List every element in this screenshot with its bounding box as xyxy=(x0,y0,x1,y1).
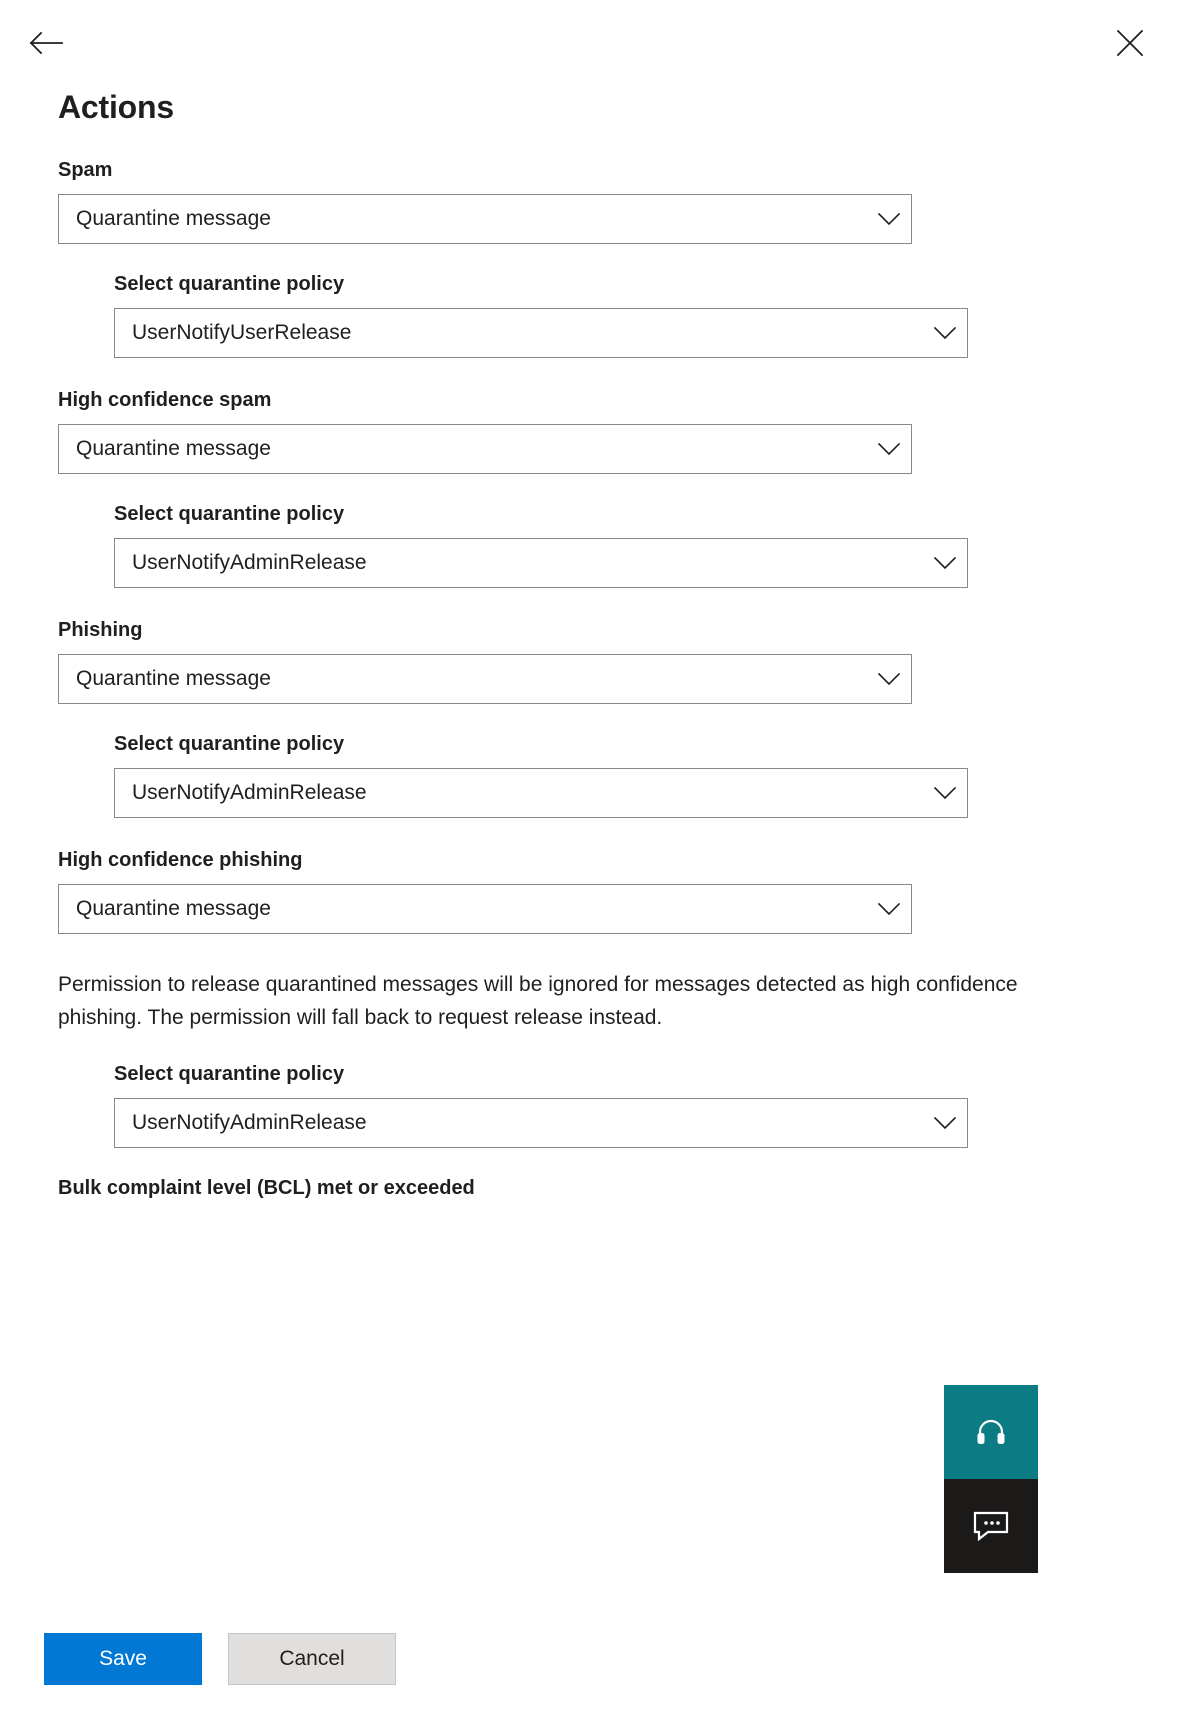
label-spam: Spam xyxy=(58,159,113,181)
close-button[interactable] xyxy=(1106,20,1154,68)
close-icon xyxy=(1117,30,1143,59)
flyout-content xyxy=(0,86,1180,1610)
resize-corner xyxy=(1158,1680,1180,1710)
feedback-button[interactable] xyxy=(944,1479,1038,1573)
label-phishing-policy: Select quarantine policy xyxy=(114,733,345,755)
field-group-high-confidence-phishing xyxy=(0,846,1180,1202)
label-high-confidence-spam: High confidence spam xyxy=(58,389,272,411)
flyout-footer xyxy=(0,1610,1180,1710)
subfield-high-confidence-spam-policy xyxy=(114,500,1122,588)
dropdown-high-confidence-phishing-policy-value: UserNotifyAdminRelease xyxy=(132,1111,367,1134)
chevron-down-icon xyxy=(867,213,911,226)
label-high-confidence-spam-policy: Select quarantine policy xyxy=(114,503,345,525)
permission-note: Permission to release quarantined messages will be ignored for messages detected as high confidence phishing. The permission will fall back to request release instead. xyxy=(58,973,1018,1029)
help-widget-stack xyxy=(944,1385,1038,1573)
dropdown-high-confidence-spam-action-value: Quarantine message xyxy=(76,437,271,460)
dropdown-high-confidence-spam-policy[interactable] xyxy=(114,538,968,588)
chevron-down-icon xyxy=(923,327,967,340)
label-bulk-complaint-level: Bulk complaint level (BCL) met or exceeded xyxy=(58,1177,475,1199)
dropdown-phishing-policy-value: UserNotifyAdminRelease xyxy=(132,781,367,804)
save-button[interactable]: Save xyxy=(44,1633,202,1685)
dropdown-phishing-action-value: Quarantine message xyxy=(76,667,271,690)
subfield-spam-policy xyxy=(114,270,1122,358)
label-spam-policy: Select quarantine policy xyxy=(114,273,345,295)
chevron-down-icon xyxy=(867,903,911,916)
chevron-down-icon xyxy=(867,673,911,686)
dropdown-phishing-action[interactable] xyxy=(58,654,912,704)
dropdown-high-confidence-phishing-action-value: Quarantine message xyxy=(76,897,271,920)
chevron-down-icon xyxy=(923,787,967,800)
subfield-phishing-policy xyxy=(114,730,1122,818)
dropdown-spam-action-value: Quarantine message xyxy=(76,207,271,230)
feedback-icon xyxy=(973,1511,1009,1541)
dropdown-spam-action[interactable] xyxy=(58,194,912,244)
dropdown-high-confidence-spam-policy-value: UserNotifyAdminRelease xyxy=(132,551,367,574)
field-group-high-confidence-spam xyxy=(0,386,1180,588)
field-group-phishing xyxy=(0,616,1180,818)
label-high-confidence-phishing: High confidence phishing xyxy=(58,849,303,871)
dropdown-high-confidence-phishing-action[interactable] xyxy=(58,884,912,934)
flyout-header xyxy=(0,0,1180,86)
label-high-confidence-phishing-policy: Select quarantine policy xyxy=(114,1063,345,1085)
dropdown-phishing-policy[interactable] xyxy=(114,768,968,818)
chevron-down-icon xyxy=(867,443,911,456)
dropdown-spam-policy[interactable] xyxy=(114,308,968,358)
label-phishing: Phishing xyxy=(58,619,143,641)
chevron-down-icon xyxy=(923,557,967,570)
field-group-spam xyxy=(0,156,1180,358)
support-button[interactable] xyxy=(944,1385,1038,1479)
dropdown-high-confidence-spam-action[interactable] xyxy=(58,424,912,474)
dropdown-high-confidence-phishing-policy[interactable] xyxy=(114,1098,968,1148)
back-button[interactable] xyxy=(22,20,70,68)
cancel-button[interactable]: Cancel xyxy=(228,1633,396,1685)
subfield-high-confidence-phishing-policy xyxy=(114,1060,1122,1148)
chevron-down-icon xyxy=(923,1117,967,1130)
headset-icon xyxy=(974,1415,1008,1449)
dropdown-spam-policy-value: UserNotifyUserRelease xyxy=(132,321,352,344)
arrow-left-icon xyxy=(29,31,63,58)
page-title: Actions xyxy=(58,89,174,125)
